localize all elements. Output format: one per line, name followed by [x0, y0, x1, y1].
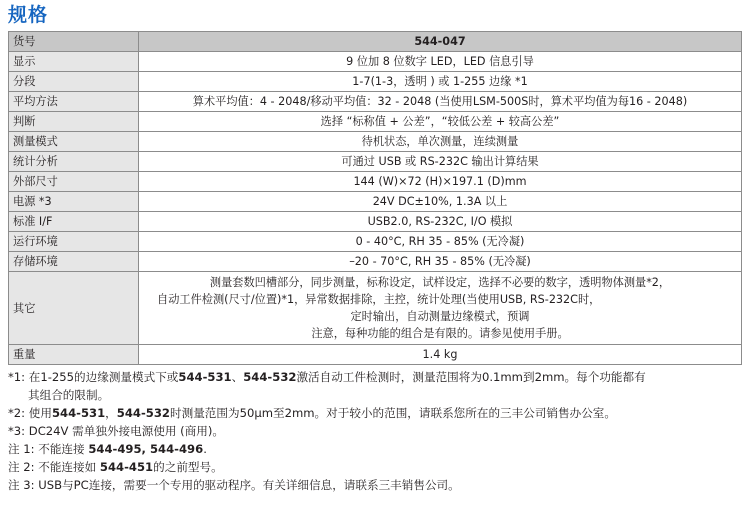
row-label: 存储环境	[9, 252, 139, 272]
other-line: 定时输出，自动测量边缘模式，预调	[350, 310, 530, 323]
row-value: 1.4 kg	[139, 345, 742, 365]
footnote-2	[8, 404, 738, 422]
model-ref: 544-532	[116, 406, 170, 420]
row-label: 重量	[9, 345, 139, 365]
note-2	[8, 458, 738, 476]
table-row	[9, 252, 742, 272]
row-label: 货号	[9, 32, 139, 52]
model-ref: 544-531	[178, 370, 232, 384]
table-header-row	[9, 32, 742, 52]
note-text: 注 2: 不能连接如	[8, 460, 100, 474]
table-row-other	[9, 272, 742, 345]
note-1	[8, 440, 738, 458]
spec-table	[8, 31, 742, 365]
model-ref: 544-451	[99, 460, 154, 474]
row-label: 电源 *3	[9, 192, 139, 212]
row-value: 可通过 USB 或 RS-232C 输出计算结果	[139, 152, 742, 172]
note-text: *2: 使用	[8, 406, 52, 420]
row-value: –20 - 70°C, RH 35 - 85% (无冷凝)	[139, 252, 742, 272]
model-ref: 544-532	[243, 370, 297, 384]
row-label: 其它	[9, 272, 139, 345]
row-value: USB2.0, RS-232C, I/O 模拟	[139, 212, 742, 232]
table-row	[9, 172, 742, 192]
row-value: 1-7(1-3，透明 ) 或 1-255 边缘 *1	[139, 72, 742, 92]
row-label: 标准 I/F	[9, 212, 139, 232]
row-value: 24V DC±10%, 1.3A 以上	[139, 192, 742, 212]
row-value: 待机状态，单次测量，连续测量	[139, 132, 742, 152]
table-row	[9, 112, 742, 132]
other-line: 测量套数凹槽部分，同步测量，标称设定，试样设定，选择不必要的数字，透明物体测量*2，	[209, 276, 671, 289]
table-row	[9, 132, 742, 152]
note-text: 的之前型号。	[153, 460, 223, 474]
model-ref: 544-495, 544-496	[88, 442, 204, 456]
note-3: 注 3: USB与PC连接，需要一个专用的驱动程序。有关详细信息，请联系三丰销售公司。	[8, 478, 460, 492]
model-number: 544-047	[139, 32, 742, 52]
table-row	[9, 72, 742, 92]
table-row	[9, 92, 742, 112]
row-label: 显示	[9, 52, 139, 72]
row-label: 判断	[9, 112, 139, 132]
note-text: 、	[231, 370, 244, 384]
note-text: 时测量范围为50µm至2mm。对于较小的范围，请联系您所在的三丰公司销售办公室。	[170, 406, 616, 420]
table-row	[9, 345, 742, 365]
table-row	[9, 232, 742, 252]
table-row	[9, 52, 742, 72]
model-ref: 544-531	[51, 406, 106, 420]
row-value: 算术平均值：4 - 2048/移动平均值：32 - 2048 (当使用LSM-500S时，算术平均值为每16 - 2048)	[139, 92, 742, 112]
row-value: 144 (W)×72 (H)×197.1 (D)mm	[139, 172, 742, 192]
row-label: 统计分析	[9, 152, 139, 172]
row-label: 分段	[9, 72, 139, 92]
table-row	[9, 212, 742, 232]
row-value: 0 - 40°C, RH 35 - 85% (无冷凝)	[139, 232, 742, 252]
row-label: 外部尺寸	[9, 172, 139, 192]
note-text: ，	[105, 406, 117, 420]
note-text: *1: 在1-255的边缘测量模式下或	[8, 370, 179, 384]
row-label: 运行环境	[9, 232, 139, 252]
note-text: 激活自动工件检测时，测量范围将为0.1mm到2mm。每个功能都有	[296, 370, 646, 384]
footnotes	[8, 368, 738, 494]
footnote-1-continued: 其组合的限制。	[28, 388, 110, 402]
row-label: 测量模式	[9, 132, 139, 152]
row-value: 选择 “标称值 + 公差”，“较低公差 + 较高公差”	[139, 112, 742, 132]
page-title: 规格	[8, 4, 49, 26]
table-row	[9, 152, 742, 172]
row-value: 9 位加 8 位数字 LED，LED 信息引导	[139, 52, 742, 72]
note-text: .	[203, 442, 207, 456]
other-features	[139, 272, 742, 345]
other-line: 自动工件检测(尺寸/位置)*1，异常数据排除，主控，统计处理(当使用USB, RS-232C时，	[157, 293, 601, 306]
table-row	[9, 192, 742, 212]
row-label: 平均方法	[9, 92, 139, 112]
footnote-3: *3: DC24V 需单独外接电源使用 (商用)。	[8, 424, 225, 438]
note-text: 注 1: 不能连接	[8, 442, 89, 456]
other-line: 注意，每种功能的组合是有限的。请参见使用手册。	[311, 327, 569, 340]
footnote-1	[8, 368, 738, 386]
